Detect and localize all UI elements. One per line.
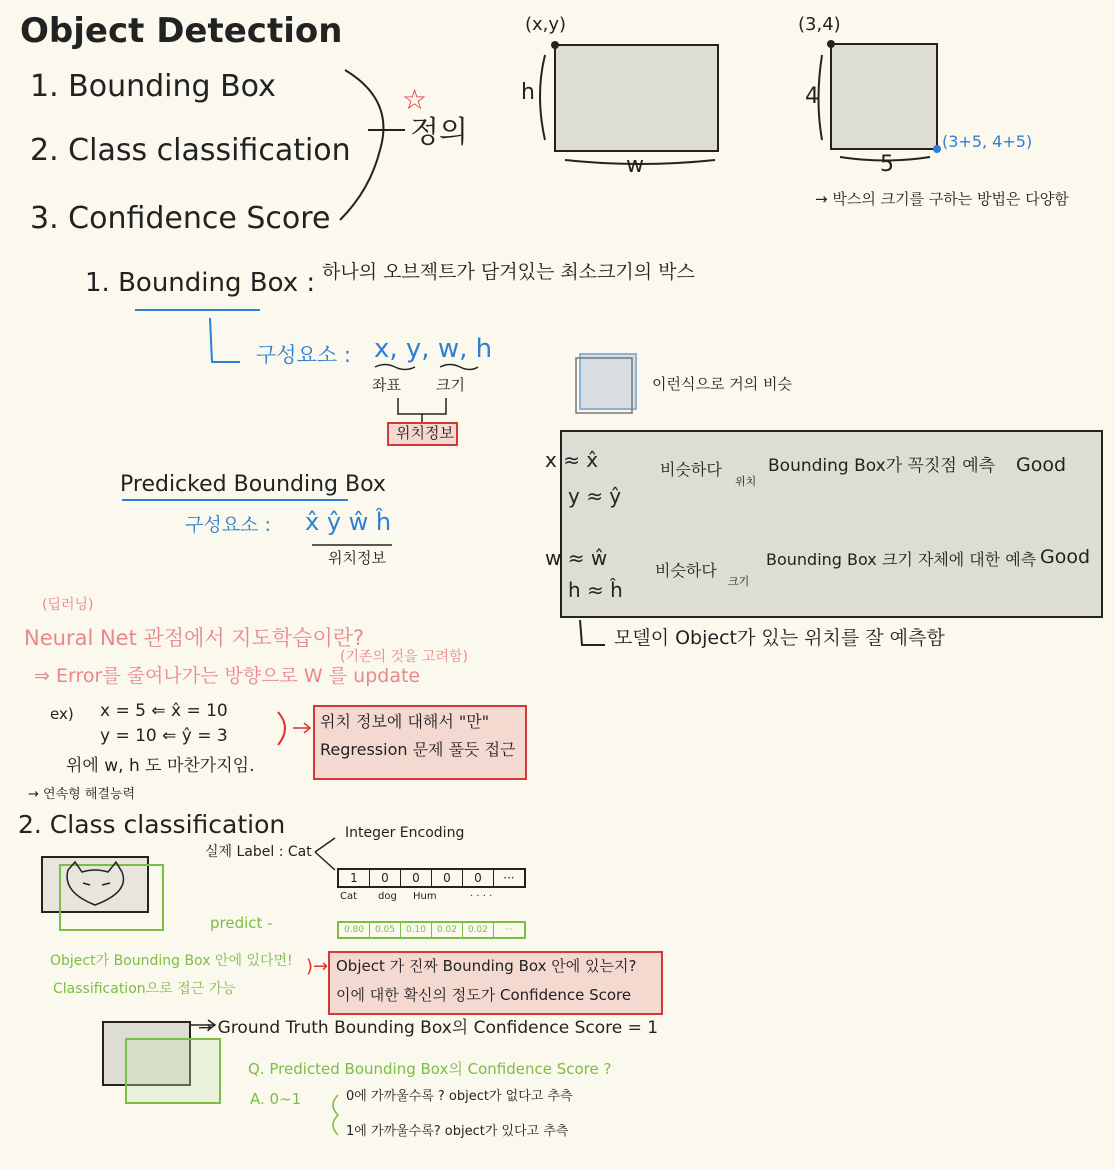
diagram2-corner-label: (3,4) bbox=[798, 14, 841, 35]
green-note-line2: Classification으로 접근 가능 bbox=[53, 981, 236, 997]
list-item-bounding-box: 1. Bounding Box bbox=[30, 69, 276, 104]
bbox-size-label: 크기 bbox=[436, 376, 465, 394]
class-heading: 2. Class classification bbox=[18, 810, 286, 839]
predicted-components-label: 구성요소 : bbox=[185, 514, 271, 536]
integer-encoding-label: Integer Encoding bbox=[345, 825, 465, 841]
position-info-label: 위치정보 bbox=[396, 424, 454, 442]
star-icon: ☆ bbox=[402, 83, 428, 116]
green-note-line1: Object가 Bounding Box 안에 있다면! bbox=[50, 953, 293, 969]
prediction-cell: 0.05 bbox=[370, 923, 401, 937]
prediction-table bbox=[337, 921, 526, 939]
diagram2-h-label: 4 bbox=[805, 84, 819, 109]
deep-learning-tag: (딥러닝) bbox=[42, 597, 94, 613]
prediction-cell: 0.10 bbox=[401, 923, 432, 937]
encoding-cell: ··· bbox=[503, 871, 515, 885]
comparison-row1-similar: 비슷하다 bbox=[660, 460, 722, 479]
deep-learning-answer: ⇒ Error를 줄여나가는 방향으로 W 를 update bbox=[34, 665, 421, 687]
comparison-row1-line2: y ≈ ŷ bbox=[568, 484, 622, 508]
diagram1-xy-label: (x,y) bbox=[525, 14, 567, 35]
list-item-confidence-score: 3. Confidence Score bbox=[30, 201, 331, 236]
bbox-heading: 1. Bounding Box : bbox=[85, 268, 316, 298]
diagram2-w-label: 5 bbox=[880, 152, 894, 177]
qa-answer-one: 1에 가까울수록? object가 있다고 추측 bbox=[346, 1124, 569, 1139]
qa-answer-zero: 0에 가까울수록 ? object가 없다고 추측 bbox=[346, 1089, 573, 1104]
cell-label-cat: Cat bbox=[340, 891, 358, 902]
comparison-row2-good: Good bbox=[1040, 546, 1091, 568]
bbox-components-label: 구성요소 : bbox=[256, 343, 351, 367]
encoding-cell: 1 bbox=[339, 870, 370, 886]
comparison-row2-line2: h ≈ ĥ bbox=[568, 578, 623, 602]
comparison-row2-similar: 비슷하다 bbox=[655, 561, 717, 580]
comparison-row2-result: Bounding Box 크기 자체에 대한 예측 bbox=[766, 550, 1037, 569]
overlap-note: 이런식으로 거의 비슷 bbox=[652, 375, 792, 393]
comparison-row2-arrow-label: 크기 bbox=[728, 575, 750, 588]
bbox-definition: 하나의 오브젝트가 담겨있는 최소크기의 박스 bbox=[322, 261, 695, 283]
deep-learning-question: Neural Net 관점에서 지도학습이란? bbox=[24, 626, 365, 650]
cell-label-more: · · · · bbox=[470, 891, 493, 902]
comparison-row2-line1: w ≈ ŵ bbox=[545, 546, 608, 570]
prediction-cell: 0.02 bbox=[463, 923, 494, 937]
predicted-position-info: 위치정보 bbox=[328, 549, 386, 567]
confidence-box-line2: 이에 대한 확신의 정도가 Confidence Score bbox=[336, 986, 632, 1004]
cell-label-dog: dog bbox=[378, 891, 397, 902]
ground-truth-note: → Ground Truth Bounding Box의 Confidence Score = 1 bbox=[198, 1018, 659, 1038]
comparison-row1-line1: x ≈ x̂ bbox=[545, 448, 599, 472]
page-title: Object Detection bbox=[20, 11, 343, 51]
qa-answer: A. 0~1 bbox=[250, 1090, 302, 1108]
predict-label: predict - bbox=[210, 914, 273, 932]
encoding-cell: 0 bbox=[432, 870, 463, 886]
diagram2-end-label: (3+5, 4+5) bbox=[942, 132, 1033, 151]
example-line3: 위에 w, h 도 마찬가지임. bbox=[66, 756, 255, 776]
prediction-cell: 0.80 bbox=[339, 923, 370, 937]
regression-box-line2: Regression 문제 풀듯 접근 bbox=[320, 740, 516, 759]
predicted-components: x̂ ŷ ŵ ĥ bbox=[305, 508, 392, 536]
example-line2: y = 10 ⇐ ŷ = 3 bbox=[100, 726, 228, 746]
prediction-cell: 0.02 bbox=[432, 923, 463, 937]
real-label: 실제 Label : Cat bbox=[205, 844, 312, 860]
example-label: ex) bbox=[50, 705, 74, 723]
comparison-conclusion: 모델이 Object가 있는 위치를 잘 예측함 bbox=[614, 627, 945, 649]
deep-learning-aside: (기존의 것을 고려함) bbox=[340, 649, 469, 665]
comparison-row1-arrow-label: 위치 bbox=[735, 475, 757, 488]
comparison-row1-result: Bounding Box가 꼭짓점 예측 bbox=[768, 456, 996, 476]
diagram1-h-label: h bbox=[521, 80, 535, 105]
encoding-cell: 0 bbox=[401, 870, 432, 886]
qa-question: Q. Predicted Bounding Box의 Confidence Score ? bbox=[248, 1060, 612, 1078]
arrow-right-icon: )→ bbox=[306, 956, 329, 977]
diagram1-w-label: w bbox=[626, 153, 644, 178]
continuous-note: → 연속형 해결능력 bbox=[28, 787, 136, 802]
list-item-class-classification: 2. Class classification bbox=[30, 133, 351, 168]
prediction-cell: ··· bbox=[504, 925, 514, 935]
bbox-components: x, y, w, h bbox=[374, 334, 493, 364]
definition-label: 정의 bbox=[410, 115, 468, 150]
encoding-table bbox=[337, 868, 526, 888]
predicted-heading: Predicked Bounding Box bbox=[120, 472, 386, 497]
bbox-coord-label: 좌표 bbox=[372, 376, 401, 394]
confidence-box-line1: Object 가 진짜 Bounding Box 안에 있는지? bbox=[336, 957, 637, 975]
example-line1: x = 5 ⇐ x̂ = 10 bbox=[100, 701, 228, 721]
diagram2-note: → 박스의 크기를 구하는 방법은 다양함 bbox=[815, 190, 1069, 208]
encoding-cell: 0 bbox=[370, 870, 401, 886]
encoding-cell: 0 bbox=[463, 870, 494, 886]
comparison-row1-good: Good bbox=[1016, 454, 1067, 476]
cell-label-human: Hum bbox=[413, 891, 437, 902]
regression-box-line1: 위치 정보에 대해서 "만" bbox=[320, 712, 490, 731]
